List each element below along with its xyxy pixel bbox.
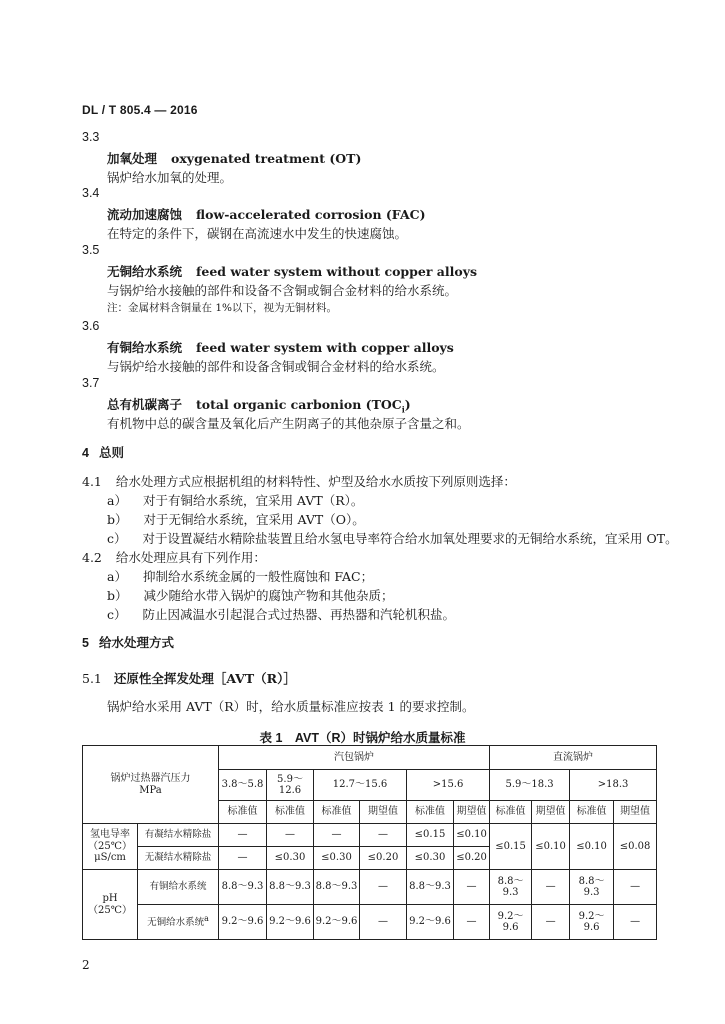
header-cell: >18.3 bbox=[570, 770, 657, 801]
term-number: 3.6 bbox=[82, 319, 100, 333]
header-cell: 标准值 bbox=[407, 801, 454, 824]
header-cell: >15.6 bbox=[407, 770, 490, 801]
header-cell: 汽包锅炉 bbox=[219, 746, 490, 770]
term-number: 3.5 bbox=[82, 243, 100, 257]
header-cell: 期望值 bbox=[532, 801, 570, 824]
term-title bbox=[107, 149, 361, 167]
table-row bbox=[83, 746, 657, 770]
table-cell: ≤0.30 bbox=[314, 847, 360, 870]
header-cell: 12.7～15.6 bbox=[314, 770, 407, 801]
term-definition: 在特定的条件下，碳钢在高流速水中发生的快速腐蚀。 bbox=[107, 226, 408, 241]
table-cell: 8.8～ 9.3 bbox=[570, 870, 614, 905]
table-cell: — bbox=[360, 870, 407, 905]
term-definition: 与锅炉给水接触的部件和设备含铜或铜合金材料的给水系统。 bbox=[107, 359, 445, 374]
clause-4-2: 4.2 给水处理应具有下列作用： bbox=[82, 550, 266, 565]
table-cell: ≤0.10 bbox=[532, 824, 570, 870]
paragraph: 锅炉给水采用 AVT（R）时，给水质量标准应按表 1 的要求控制。 bbox=[107, 699, 475, 714]
term-cn: 无铜给水系统 bbox=[107, 264, 183, 279]
header-cell: 3.8～5.8 bbox=[219, 770, 267, 801]
table-cell: 8.8～9.3 bbox=[267, 870, 314, 905]
header-cell: 直流锅炉 bbox=[490, 746, 657, 770]
list-item: c） 防止因减温水引起混合式过热器、再热器和汽轮机积盐。 bbox=[107, 607, 456, 622]
table-cell: — bbox=[360, 824, 407, 847]
term-definition: 有机物中总的碳含量及氧化后产生阴离子的其他杂原子含量之和。 bbox=[107, 416, 470, 431]
list-item: b） 减少随给水带入锅炉的腐蚀产物和其他杂质； bbox=[107, 588, 394, 603]
row-label-cell: 有铜给水系统 bbox=[138, 870, 219, 905]
clause-4-1: 4.1 给水处理方式应根据机组的材料特性、炉型及给水水质按下列原则选择： bbox=[82, 474, 516, 489]
header-cell: 5.9～ 12.6 bbox=[267, 770, 314, 801]
row-header-cell: pH （25℃） bbox=[83, 870, 138, 940]
table-cell: 9.2～ 9.6 bbox=[490, 905, 532, 940]
term-title bbox=[107, 262, 477, 280]
table-cell: — bbox=[532, 870, 570, 905]
table-row bbox=[83, 870, 657, 905]
term-title bbox=[107, 338, 454, 356]
header-cell: 标准值 bbox=[490, 801, 532, 824]
term-en: flow-accelerated corrosion (FAC) bbox=[196, 207, 426, 222]
term-en: feed water system without copper alloys bbox=[196, 264, 478, 279]
table-cell: 8.8～9.3 bbox=[407, 870, 454, 905]
table-cell: 8.8～ 9.3 bbox=[490, 870, 532, 905]
table-cell: 9.2～9.6 bbox=[407, 905, 454, 940]
term-title bbox=[107, 395, 411, 415]
table-cell: ≤0.20 bbox=[454, 847, 490, 870]
table-cell: — bbox=[454, 870, 490, 905]
table-cell: ≤0.15 bbox=[490, 824, 532, 870]
subsection-heading: 5.1 还原性全挥发处理［AVT（R）］ bbox=[82, 671, 296, 686]
table-cell: — bbox=[454, 905, 490, 940]
table-cell: — bbox=[360, 905, 407, 940]
table-caption: 表 1 AVT（R）时锅炉给水质量标准 bbox=[259, 731, 466, 745]
term-en: feed water system with copper alloys bbox=[196, 340, 454, 355]
header-cell: 标准值 bbox=[267, 801, 314, 824]
header-cell: 标准值 bbox=[219, 801, 267, 824]
table-cell: 8.8～9.3 bbox=[219, 870, 267, 905]
header-cell: 期望值 bbox=[614, 801, 657, 824]
term-definition: 与锅炉给水接触的部件和设备不含铜或铜合金材料的给水系统。 bbox=[107, 283, 458, 298]
table-cell: ≤0.10 bbox=[454, 824, 490, 847]
table-cell: ≤0.10 bbox=[570, 824, 614, 870]
table-cell: 9.2～9.6 bbox=[314, 905, 360, 940]
table-cell: — bbox=[314, 824, 360, 847]
table-cell: — bbox=[267, 824, 314, 847]
header-cell: 标准值 bbox=[314, 801, 360, 824]
list-item: a） 对于有铜给水系统，宜采用 AVT（R）。 bbox=[107, 493, 364, 508]
table-row bbox=[83, 824, 657, 847]
table-cell: — bbox=[532, 905, 570, 940]
term-cn: 流动加速腐蚀 bbox=[107, 207, 183, 222]
table-cell: 9.2～9.6 bbox=[267, 905, 314, 940]
page-number: 2 bbox=[82, 958, 90, 972]
term-cn: 总有机碳离子 bbox=[107, 397, 183, 412]
header-cell: 5.9～18.3 bbox=[490, 770, 570, 801]
term-cn: 有铜给水系统 bbox=[107, 340, 183, 355]
standard-number: DL / T 805.4 — 2016 bbox=[82, 103, 198, 117]
table-cell: — bbox=[614, 870, 657, 905]
term-en: oxygenated treatment (OT) bbox=[171, 151, 362, 166]
section-heading: 5 给水处理方式 bbox=[82, 636, 174, 650]
table-cell: — bbox=[614, 905, 657, 940]
header-cell: 期望值 bbox=[454, 801, 490, 824]
table-cell: — bbox=[219, 824, 267, 847]
table-cell: ≤0.30 bbox=[267, 847, 314, 870]
table-cell: ≤0.20 bbox=[360, 847, 407, 870]
term-number: 3.7 bbox=[82, 376, 100, 390]
header-cell: 期望值 bbox=[360, 801, 407, 824]
term-title bbox=[107, 205, 426, 223]
header-cell: 锅炉过热器汽压力 MPa bbox=[83, 746, 219, 824]
row-label-cell: 无铜给水系统$^a$ bbox=[138, 905, 219, 940]
table-cell: 8.8～9.3 bbox=[314, 870, 360, 905]
table-cell: 9.2～ 9.6 bbox=[570, 905, 614, 940]
term-number: 3.3 bbox=[82, 130, 100, 144]
row-label-cell: 无凝结水精除盐 bbox=[138, 847, 219, 870]
table-cell: — bbox=[219, 847, 267, 870]
table-cell: ≤0.30 bbox=[407, 847, 454, 870]
section-heading: 4 总则 bbox=[82, 446, 124, 460]
term-definition: 锅炉给水加氧的处理。 bbox=[107, 170, 233, 185]
table-row bbox=[83, 905, 657, 940]
feed-water-quality-table bbox=[82, 745, 657, 940]
list-item: c） 对于设置凝结水精除盐装置且给水氢电导率符合给水加氧处理要求的无铜给水系统，宜采用 OT。 bbox=[107, 531, 678, 546]
term-cn: 加氧处理 bbox=[107, 151, 158, 166]
term-note: 注：金属材料含铜量在 1%以下，视为无铜材料。 bbox=[107, 302, 337, 314]
list-item: b） 对于无铜给水系统，宜采用 AVT（O）。 bbox=[107, 512, 365, 527]
term-en: total organic carbonion $(TOC_i)$ bbox=[196, 397, 411, 415]
header-cell: 标准值 bbox=[570, 801, 614, 824]
row-header-cell: 氢电导率 （25℃） μS/cm bbox=[83, 824, 138, 870]
list-item: a） 抑制给水系统金属的一般性腐蚀和 FAC； bbox=[107, 569, 374, 584]
table-cell: 9.2～9.6 bbox=[219, 905, 267, 940]
term-number: 3.4 bbox=[82, 186, 100, 200]
table-cell: ≤0.08 bbox=[614, 824, 657, 870]
table-cell: ≤0.15 bbox=[407, 824, 454, 847]
row-label-cell: 有凝结水精除盐 bbox=[138, 824, 219, 847]
